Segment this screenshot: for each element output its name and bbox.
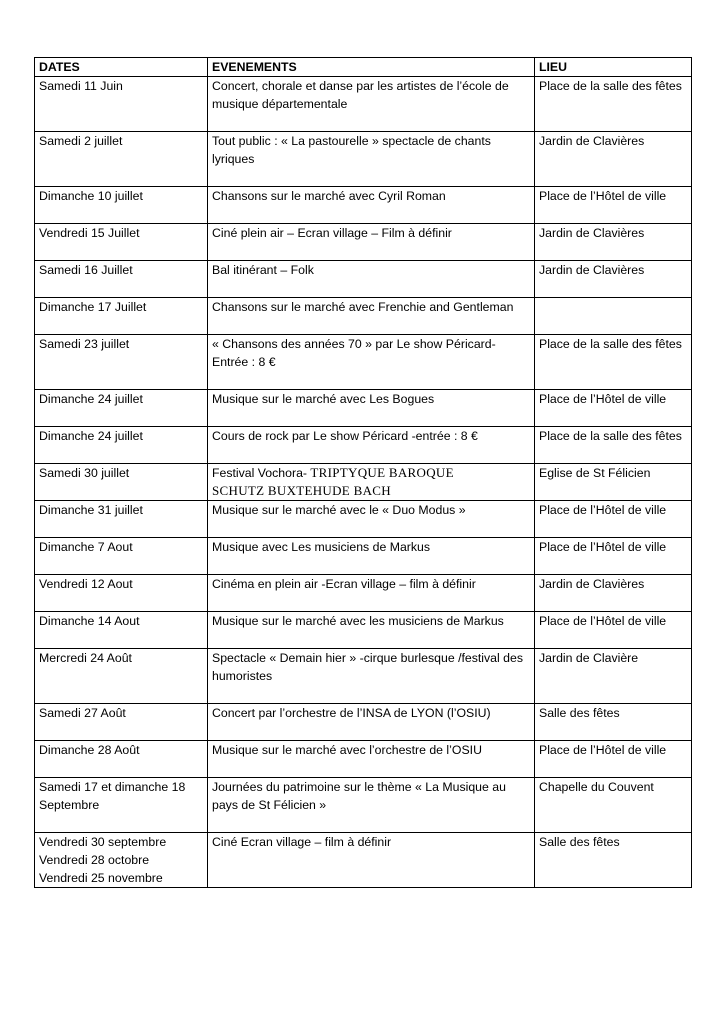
event-date: Samedi 2 juillet bbox=[35, 132, 208, 187]
table-row bbox=[35, 427, 692, 464]
event-location: Jardin de Clavières bbox=[535, 132, 692, 187]
event-location: Eglise de St Félicien bbox=[535, 464, 692, 501]
event-description: Cinéma en plein air -Ecran village – film à définir bbox=[208, 575, 535, 612]
event-location: Jardin de Clavières bbox=[535, 575, 692, 612]
table-row bbox=[35, 649, 692, 704]
event-location: Place de la salle des fêtes bbox=[535, 77, 692, 132]
event-date: Samedi 23 juillet bbox=[35, 335, 208, 390]
event-location: Place de l’Hôtel de ville bbox=[535, 612, 692, 649]
event-location: Place de l’Hôtel de ville bbox=[535, 501, 692, 538]
table-row bbox=[35, 77, 692, 132]
event-location: Place de la salle des fêtes bbox=[535, 427, 692, 464]
event-date: Dimanche 24 juillet bbox=[35, 390, 208, 427]
table-body bbox=[35, 77, 692, 888]
event-description: Chansons sur le marché avec Cyril Roman bbox=[208, 187, 535, 224]
event-date: Vendredi 30 septembre Vendredi 28 octobre Vendredi 25 novembre bbox=[35, 833, 208, 888]
event-description: Ciné plein air – Ecran village – Film à définir bbox=[208, 224, 535, 261]
event-date: Mercredi 24 Août bbox=[35, 649, 208, 704]
event-description: Musique sur le marché avec l’orchestre de l’OSIU bbox=[208, 741, 535, 778]
event-description: Ciné Ecran village – film à définir bbox=[208, 833, 535, 888]
event-description: Spectacle « Demain hier » -cirque burlesque /festival des humoristes bbox=[208, 649, 535, 704]
event-date: Dimanche 14 Aout bbox=[35, 612, 208, 649]
event-description: Chansons sur le marché avec Frenchie and Gentleman bbox=[208, 298, 535, 335]
event-location: Place de l’Hôtel de ville bbox=[535, 538, 692, 575]
event-date: Samedi 16 Juillet bbox=[35, 261, 208, 298]
event-location: Place de l’Hôtel de ville bbox=[535, 187, 692, 224]
event-description: Concert par l’orchestre de l’INSA de LYON (l’OSIU) bbox=[208, 704, 535, 741]
event-date: Samedi 11 Juin bbox=[35, 77, 208, 132]
table-row bbox=[35, 335, 692, 390]
event-location: Place de l’Hôtel de ville bbox=[535, 741, 692, 778]
table-row bbox=[35, 187, 692, 224]
event-location: Salle des fêtes bbox=[535, 704, 692, 741]
event-description: Journées du patrimoine sur le thème « La Musique au pays de St Félicien » bbox=[208, 778, 535, 833]
table-row bbox=[35, 704, 692, 741]
event-location: Jardin de Clavière bbox=[535, 649, 692, 704]
event-description: Cours de rock par Le show Péricard -entrée : 8 € bbox=[208, 427, 535, 464]
table-row bbox=[35, 538, 692, 575]
event-description: Concert, chorale et danse par les artistes de l’école de musique départementale bbox=[208, 77, 535, 132]
event-date: Samedi 30 juillet bbox=[35, 464, 208, 501]
event-date: Dimanche 31 juillet bbox=[35, 501, 208, 538]
event-description-text: Festival Vochora- bbox=[212, 466, 311, 480]
event-location: Jardin de Clavières bbox=[535, 224, 692, 261]
event-date: Dimanche 24 juillet bbox=[35, 427, 208, 464]
table-row bbox=[35, 298, 692, 335]
event-description: « Chansons des années 70 » par Le show Péricard- Entrée : 8 € bbox=[208, 335, 535, 390]
table-row bbox=[35, 132, 692, 187]
event-location: Chapelle du Couvent bbox=[535, 778, 692, 833]
table-row bbox=[35, 261, 692, 298]
event-description bbox=[208, 464, 535, 501]
event-date: Vendredi 12 Aout bbox=[35, 575, 208, 612]
table-row bbox=[35, 612, 692, 649]
event-date: Samedi 17 et dimanche 18 Septembre bbox=[35, 778, 208, 833]
event-location bbox=[535, 298, 692, 335]
table-row bbox=[35, 778, 692, 833]
table-row bbox=[35, 224, 692, 261]
table-row bbox=[35, 575, 692, 612]
event-location: Place de la salle des fêtes bbox=[535, 335, 692, 390]
event-location: Place de l’Hôtel de ville bbox=[535, 390, 692, 427]
header-dates: DATES bbox=[35, 58, 208, 77]
table-row bbox=[35, 390, 692, 427]
event-location: Jardin de Clavières bbox=[535, 261, 692, 298]
event-description: Musique sur le marché avec le « Duo Modus » bbox=[208, 501, 535, 538]
event-date: Dimanche 17 Juillet bbox=[35, 298, 208, 335]
header-lieu: LIEU bbox=[535, 58, 692, 77]
header-evenements: EVENEMENTS bbox=[208, 58, 535, 77]
events-table bbox=[34, 57, 692, 888]
event-description: Tout public : « La pastourelle » spectacle de chants lyriques bbox=[208, 132, 535, 187]
event-date: Vendredi 15 Juillet bbox=[35, 224, 208, 261]
table-row bbox=[35, 464, 692, 501]
event-description: Musique sur le marché avec les musiciens de Markus bbox=[208, 612, 535, 649]
event-date: Dimanche 7 Aout bbox=[35, 538, 208, 575]
event-date: Samedi 27 Août bbox=[35, 704, 208, 741]
table-row bbox=[35, 741, 692, 778]
event-programme-text: TRIPTYQUE BAROQUE SCHUTZ BUXTEHUDE BACH bbox=[212, 465, 454, 498]
table-row bbox=[35, 833, 692, 888]
header-row bbox=[35, 58, 692, 77]
event-description: Musique sur le marché avec Les Bogues bbox=[208, 390, 535, 427]
event-location: Salle des fêtes bbox=[535, 833, 692, 888]
event-description: Musique avec Les musiciens de Markus bbox=[208, 538, 535, 575]
event-date: Dimanche 10 juillet bbox=[35, 187, 208, 224]
event-date: Dimanche 28 Août bbox=[35, 741, 208, 778]
table-row bbox=[35, 501, 692, 538]
event-description: Bal itinérant – Folk bbox=[208, 261, 535, 298]
